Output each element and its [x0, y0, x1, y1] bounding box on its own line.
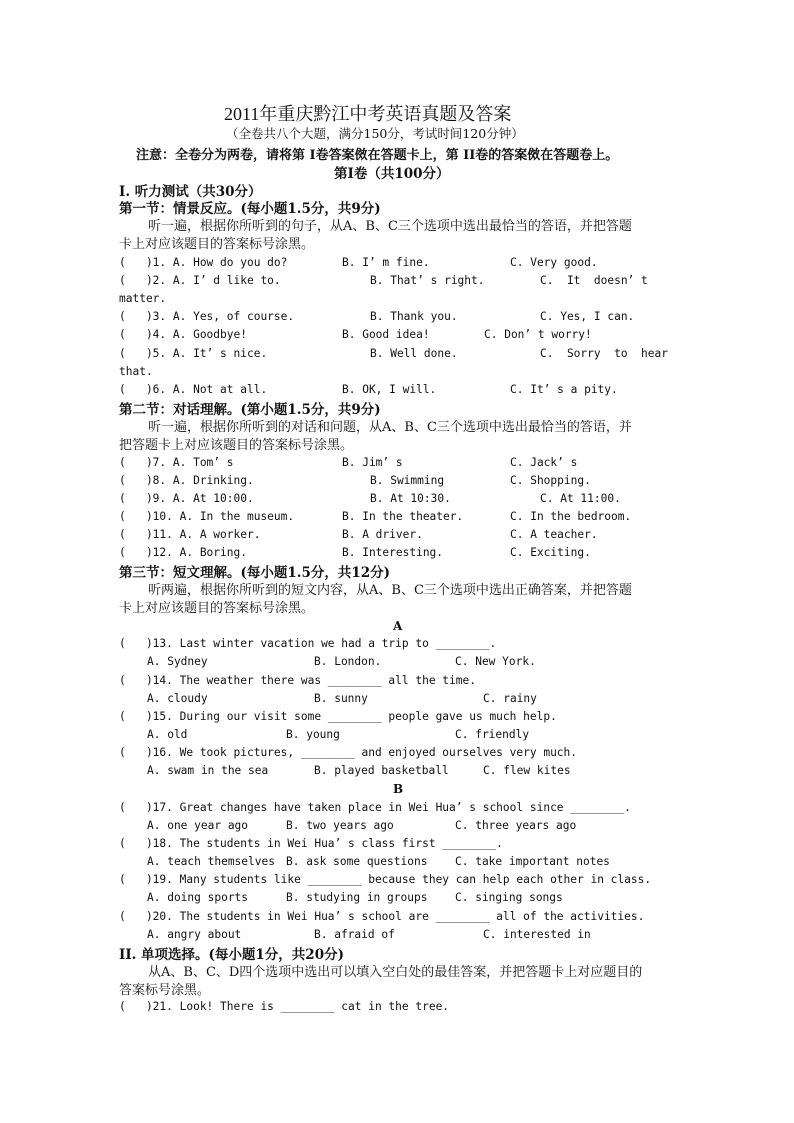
q14-option-b: B. sunny	[314, 692, 368, 705]
q5-option-c-cont: that.	[119, 365, 153, 378]
q20-option-b: B. afraid of	[314, 928, 395, 941]
q7-option-b: B. Jim’ s	[342, 456, 403, 469]
q18-option-b: B. ask some questions	[286, 855, 428, 868]
sec3-heading: 第三节：短文理解。(每小题1.5分，共12分)	[119, 565, 391, 581]
q4-option-c: C. Don’ t worry!	[484, 328, 592, 341]
q16-option-a: A. swam in the sea	[147, 764, 269, 777]
q17-option-b: B. two years ago	[286, 819, 394, 832]
q19-stem: ( )19. Many students like ________ because they can help each other in class.	[119, 873, 652, 886]
q16-stem: ( )16. We took pictures, ________ and enjoyed ourselves very much.	[119, 746, 578, 759]
q15-stem: ( )15. During our visit some ________ people gave us much help.	[119, 710, 557, 723]
q6-option-b: B. OK, I will.	[342, 383, 437, 396]
q12-option-a: ( )12. A. Boring.	[119, 546, 247, 559]
sec1-instruction: 听一遍，根据你所听到的句子，从A、B、C三个选项中选出最恰当的答语，并把答题	[148, 219, 632, 234]
q21-stem: ( )21. Look! There is ________ cat in the tree.	[119, 1000, 450, 1013]
q16-option-c: C. flew kites	[483, 764, 571, 777]
q19-option-c: C. singing songs	[455, 891, 563, 904]
q3-option-a: ( )3. A. Yes, of course.	[119, 310, 295, 323]
q20-option-a: A. angry about	[147, 928, 242, 941]
sec2-instruction-cont: 把答题卡上对应该题目的答案标号涂黑。	[119, 438, 354, 453]
q11-option-b: B. A driver.	[342, 528, 423, 541]
q12-option-c: C. Exciting.	[510, 546, 591, 559]
q3-option-c: C. Yes, I can.	[540, 310, 635, 323]
q12-option-b: B. Interesting.	[342, 546, 444, 559]
q20-stem: ( )20. The students in Wei Hua’ s school are ________ all of the activities.	[119, 910, 645, 923]
q14-stem: ( )14. The weather there was ________ all the time.	[119, 674, 476, 687]
q2-option-a: ( )2. A. I’ d like to.	[119, 274, 281, 287]
q11-option-c: C. A teacher.	[510, 528, 598, 541]
q11-option-a: ( )11. A. A worker.	[119, 528, 261, 541]
q17-option-c: C. three years ago	[455, 819, 577, 832]
q9-option-a: ( )9. A. At 10:00.	[119, 492, 254, 505]
sec2-heading: 第二节：对话理解。(第小题1.5分，共9分)	[119, 402, 381, 418]
q19-option-a: A. doing sports	[147, 891, 249, 904]
page-title: 2011年重庆黔江中考英语真题及答案	[224, 104, 512, 124]
q10-option-b: B. In the theater.	[342, 510, 464, 523]
q20-option-c: C. interested in	[483, 928, 591, 941]
passage-b-label: B	[393, 782, 404, 796]
passage-a-label: A	[393, 619, 403, 633]
q6-option-a: ( )6. A. Not at all.	[119, 383, 268, 396]
q17-option-a: A. one year ago	[147, 819, 249, 832]
q15-option-c: C. friendly	[455, 728, 530, 741]
q16-option-b: B. played basketball	[314, 764, 449, 777]
part1-heading: I. 听力测试（共30分）	[119, 184, 262, 200]
q7-option-c: C. Jack’ s	[510, 456, 578, 469]
part2-instruction-cont: 答案标号涂黑。	[119, 983, 211, 998]
sec2-instruction: 听一遍，根据你所听到的对话和问题，从A、B、C三个选项中选出最恰当的答语，并	[148, 420, 632, 435]
q14-option-a: A. cloudy	[147, 692, 208, 705]
q18-option-c: C. take important notes	[455, 855, 610, 868]
q17-stem: ( )17. Great changes have taken place in Wei Hua’ s school since ________.	[119, 801, 631, 814]
q15-option-a: A. old	[147, 728, 188, 741]
part2-instruction: 从A、B、C、D四个选项中选出可以填入空白处的最佳答案，并把答题卡上对应题目的	[148, 965, 643, 980]
q19-option-b: B. studying in groups	[286, 891, 428, 904]
q18-stem: ( )18. The students in Wei Hua’ s class first ________.	[119, 837, 503, 850]
q13-stem: ( )13. Last winter vacation we had a trip to ________.	[119, 637, 497, 650]
q13-option-a: A. Sydney	[147, 655, 208, 668]
sec3-instruction: 听两遍，根据你所听到的短文内容，从A、B、C三个选项中选出正确答案，并把答题	[148, 583, 632, 598]
q9-option-c: C. At 11:00.	[540, 492, 621, 505]
exam-notice: 注意：全卷分为两卷，请将第 I卷答案傚在答题卡上，第 II卷的答案傚在答题卷上。	[136, 148, 619, 163]
q8-option-a: ( )8. A. Drinking.	[119, 474, 254, 487]
q10-option-c: C. In the bedroom.	[510, 510, 632, 523]
q2-option-c: C. It doesn’ t	[540, 274, 648, 287]
q4-option-a: ( )4. A. Goodbye!	[119, 328, 247, 341]
q8-option-b: B. Swimming	[370, 474, 445, 487]
q18-option-a: A. teach themselves	[147, 855, 275, 868]
q10-option-a: ( )10. A. In the museum.	[119, 510, 295, 523]
q5-option-c: C. Sorry to hear	[540, 347, 668, 360]
q4-option-b: B. Good idea!	[342, 328, 430, 341]
q1-option-c: C. Very good.	[510, 256, 598, 269]
q15-option-b: B. young	[286, 728, 340, 741]
q13-option-b: B. London.	[314, 655, 382, 668]
q6-option-c: C. It’ s a pity.	[510, 383, 618, 396]
exam-subtitle: （全卷共八个大题，满分150分，考试时间120分钟）	[226, 126, 524, 141]
q9-option-b: B. At 10:30.	[370, 492, 451, 505]
sec3-instruction-cont: 卡上对应该题目的答案标号涂黑。	[119, 601, 315, 616]
sec1-heading: 第一节：情景反应。(每小题1.5分，共9分)	[119, 201, 381, 217]
part2-heading: II. 单项选择。(每小题1分，共20分)	[119, 947, 344, 963]
q13-option-c: C. New York.	[455, 655, 536, 668]
q8-option-c: C. Shopping.	[510, 474, 591, 487]
q3-option-b: B. Thank you.	[370, 310, 458, 323]
q1-option-b: B. I’ m fine.	[342, 256, 430, 269]
q2-option-c-cont: matter.	[119, 292, 167, 305]
q7-option-a: ( )7. A. Tom’ s	[119, 456, 234, 469]
q5-option-a: ( )5. A. It’ s nice.	[119, 347, 268, 360]
q14-option-c: C. rainy	[483, 692, 537, 705]
q2-option-b: B. That’ s right.	[370, 274, 485, 287]
sec1-instruction-cont: 卡上对应该题目的答案标号涂黑。	[119, 237, 315, 252]
q1-option-a: ( )1. A. How do you do?	[119, 256, 288, 269]
volume-heading: 第Ⅰ卷（共100分）	[334, 166, 450, 182]
q5-option-b: B. Well done.	[370, 347, 458, 360]
